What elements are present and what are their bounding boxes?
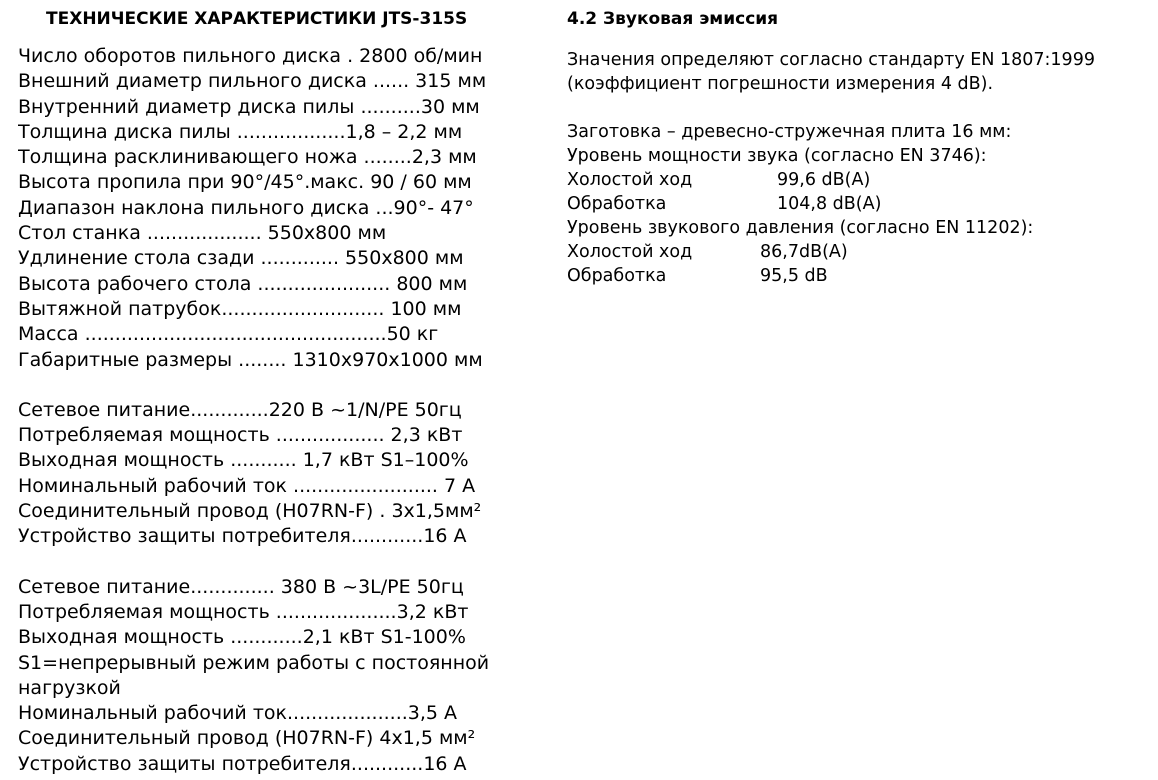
spec-line: Номинальный рабочий ток ........................ 7 А bbox=[18, 474, 476, 497]
spec-line: Потребляемая мощность .................. 2,3 кВт bbox=[18, 424, 463, 447]
spec-line: Сетевое питание.............. 380 В ~3L/PE 50гц bbox=[18, 575, 464, 598]
sound-power-idle-row bbox=[567, 168, 1152, 192]
specifications-column bbox=[18, 8, 528, 777]
spec-line: Высота пропила при 90°/45°.макс. 90 / 60 мм bbox=[18, 171, 472, 194]
spec-line: Число оборотов пильного диска . 2800 об/мин bbox=[18, 45, 483, 67]
spec-line: Потребляемая мощность ....................3,2 кВт bbox=[18, 600, 469, 623]
spec-group-machine bbox=[18, 44, 528, 373]
spec-line: Масса ..................................................50 кг bbox=[18, 323, 439, 346]
spec-line: Внешний диаметр пильного диска ...... 315 мм bbox=[18, 70, 487, 93]
spec-group-power-220v bbox=[18, 398, 528, 550]
sound-power-heading: Уровень мощности звука (согласно EN 3746): bbox=[567, 146, 987, 166]
intro-line: (коэффициент погрешности измерения 4 dB). bbox=[567, 74, 994, 94]
row-label: Холостой ход bbox=[567, 170, 693, 190]
specifications-title: ТЕХНИЧЕСКИЕ ХАРАКТЕРИСТИКИ JTS-315S bbox=[46, 9, 468, 29]
spec-line: Диапазон наклона пильного диска ...90°- 47° bbox=[18, 196, 474, 219]
section-heading: 4.2 Звуковая эмиссия bbox=[567, 9, 779, 29]
sound-pressure-heading: Уровень звукового давления (согласно EN 11202): bbox=[567, 218, 1034, 238]
duty-cycle-note: S1=непрерывный режим работы с постоянной нагрузкой bbox=[18, 651, 490, 699]
row-label: Холостой ход bbox=[567, 242, 693, 262]
intro-line: Значения определяют согласно стандарту EN 1807:1999 bbox=[567, 50, 1095, 70]
spec-line: Сетевое питание.............220 В ~1/N/PE 50гц bbox=[18, 398, 462, 421]
spec-line: Стол станка ................... 550x800 мм bbox=[18, 222, 387, 245]
spec-line: Выходная мощность ............2,1 кВт S1-100% bbox=[18, 626, 466, 649]
sound-pressure-idle-row bbox=[567, 240, 1152, 264]
spec-line: Удлинение стола сзади ............. 550x800 мм bbox=[18, 247, 464, 270]
spec-line: Соединительный провод (H07RN-F) 4x1,5 мм² bbox=[18, 727, 476, 750]
row-label: Обработка bbox=[567, 194, 667, 214]
row-value: 104,8 dB(A) bbox=[777, 194, 882, 214]
row-value: 99,6 dB(A) bbox=[777, 170, 871, 190]
noise-emission-column bbox=[567, 8, 1152, 288]
spec-line: Выходная мощность ........... 1,7 кВт S1–100% bbox=[18, 449, 469, 472]
row-value: 95,5 dB bbox=[760, 266, 828, 286]
spec-group-power-380v bbox=[18, 575, 528, 777]
spec-line: Внутренний диаметр диска пилы ..........30 мм bbox=[18, 95, 480, 118]
spec-line: Габаритные размеры ........ 1310x970x1000 мм bbox=[18, 348, 483, 371]
sound-pressure-work-row bbox=[567, 264, 1152, 288]
sound-power-work-row bbox=[567, 192, 1152, 216]
spec-line: Номинальный рабочий ток....................3,5 А bbox=[18, 702, 458, 725]
row-label: Обработка bbox=[567, 266, 667, 286]
spec-line: Толщина диска пилы ..................1,8 – 2,2 мм bbox=[18, 120, 463, 143]
spec-line: Устройство защиты потребителя............16 А bbox=[18, 752, 467, 775]
spec-line: Вытяжной патрубок........................... 100 мм bbox=[18, 297, 462, 320]
spec-line: Высота рабочего стола ...................... 800 мм bbox=[18, 272, 468, 295]
workpiece-line: Заготовка – древесно-стружечная плита 16 мм: bbox=[567, 122, 1012, 142]
row-value: 86,7dB(A) bbox=[760, 242, 848, 262]
spec-line: Устройство защиты потребителя............16 А bbox=[18, 525, 467, 548]
spec-line: Соединительный провод (H07RN-F) . 3x1,5мм² bbox=[18, 500, 482, 523]
spec-line: Толщина расклинивающего ножа ........2,3 мм bbox=[18, 146, 477, 169]
